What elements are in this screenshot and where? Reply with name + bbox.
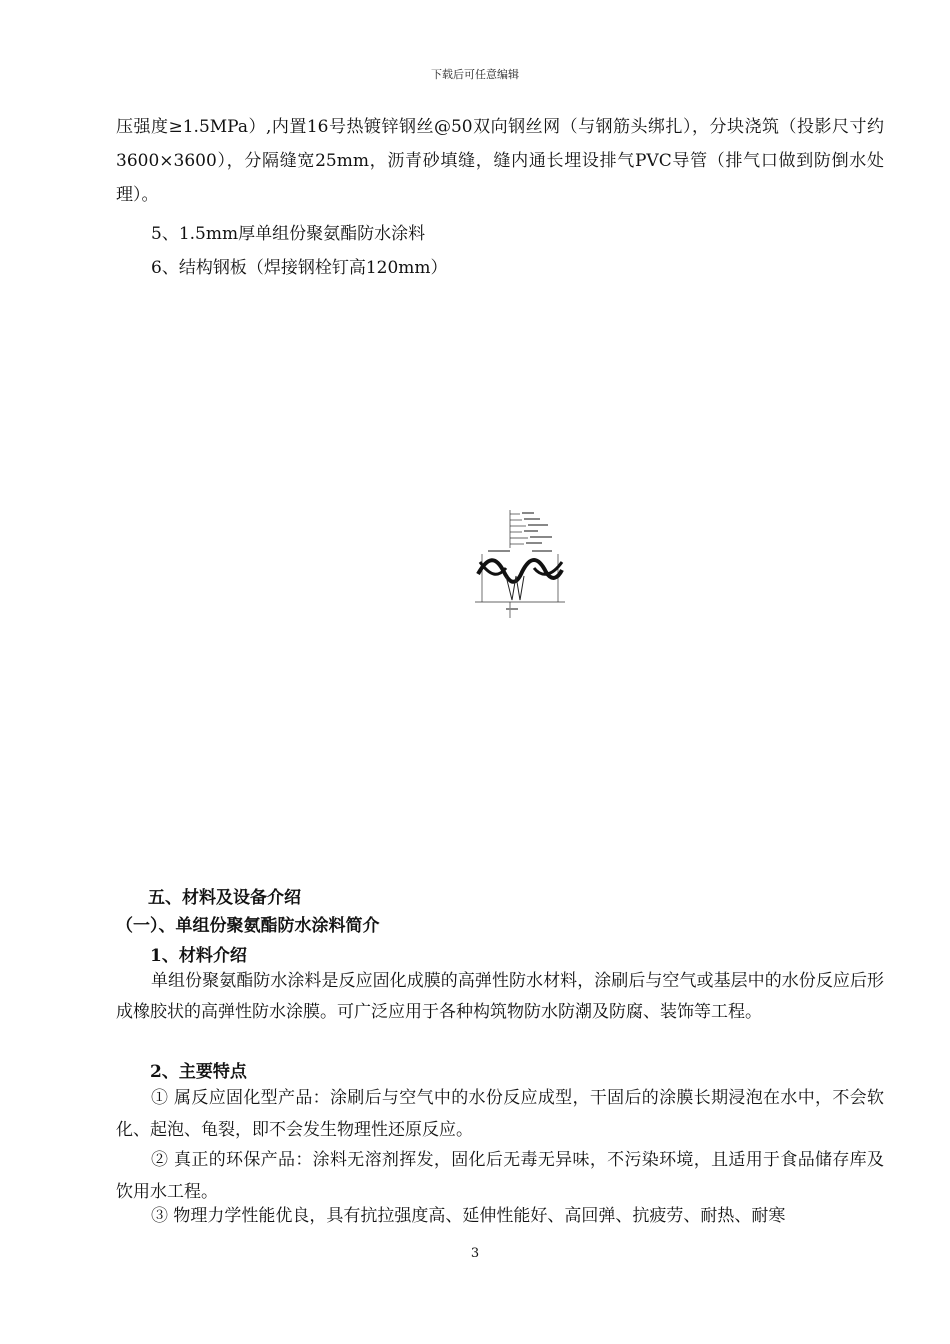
subheading-material-intro: 1、材料介绍	[150, 946, 247, 966]
subheading-main-features: 2、主要特点	[150, 1062, 247, 1082]
section-heading-5: 五、材料及设备介绍	[148, 888, 301, 908]
list-item-5: 5、1.5mm厚单组份聚氨酯防水涂料	[151, 224, 426, 244]
section-heading-5-1: （一）、单组份聚氨酯防水涂料简介	[116, 916, 380, 936]
feature-1: ① 属反应固化型产品：涂刷后与空气中的水份反应成型，干固后的涂膜长期浸泡在水中，不会软化、起泡、龟裂，即不会发生物理性还原反应。	[116, 1088, 884, 1140]
page-header: 下载后可任意编辑	[431, 68, 519, 81]
paragraph-material-intro: 单组份聚氨酯防水涂料是反应固化成膜的高弹性防水材料，涂刷后与空气或基层中的水份反应后形成橡胶状的高弹性防水涂膜。可广泛应用于各种构筑物防水防潮及防腐、装饰等工程。	[116, 971, 884, 1022]
page-number: 3	[470, 1246, 480, 1261]
feature-2: ② 真正的环保产品：涂料无溶剂挥发，固化后无毒无异味，不污染环境，且适用于食品储存库及饮用水工程。	[116, 1150, 884, 1202]
feature-3: ③ 物理力学性能优良，具有抗拉强度高、延伸性能好、高回弹、抗疲劳、耐热、耐寒	[151, 1206, 786, 1226]
paragraph-top: 压强度≥1.5MPa）,内置16号热镀锌钢丝@50双向钢丝网（与钢筋头绑扎），分块浇筑（投影尺寸约3600×3600），分隔缝宽25mm，沥青砂填缝，缝内通长埋设排气PVC导管（排气口做到防倒水处理）。	[116, 117, 884, 205]
list-item-6: 6、结构钢板（焊接钢栓钉高120mm）	[151, 258, 448, 278]
structure-detail-drawing	[470, 504, 580, 620]
